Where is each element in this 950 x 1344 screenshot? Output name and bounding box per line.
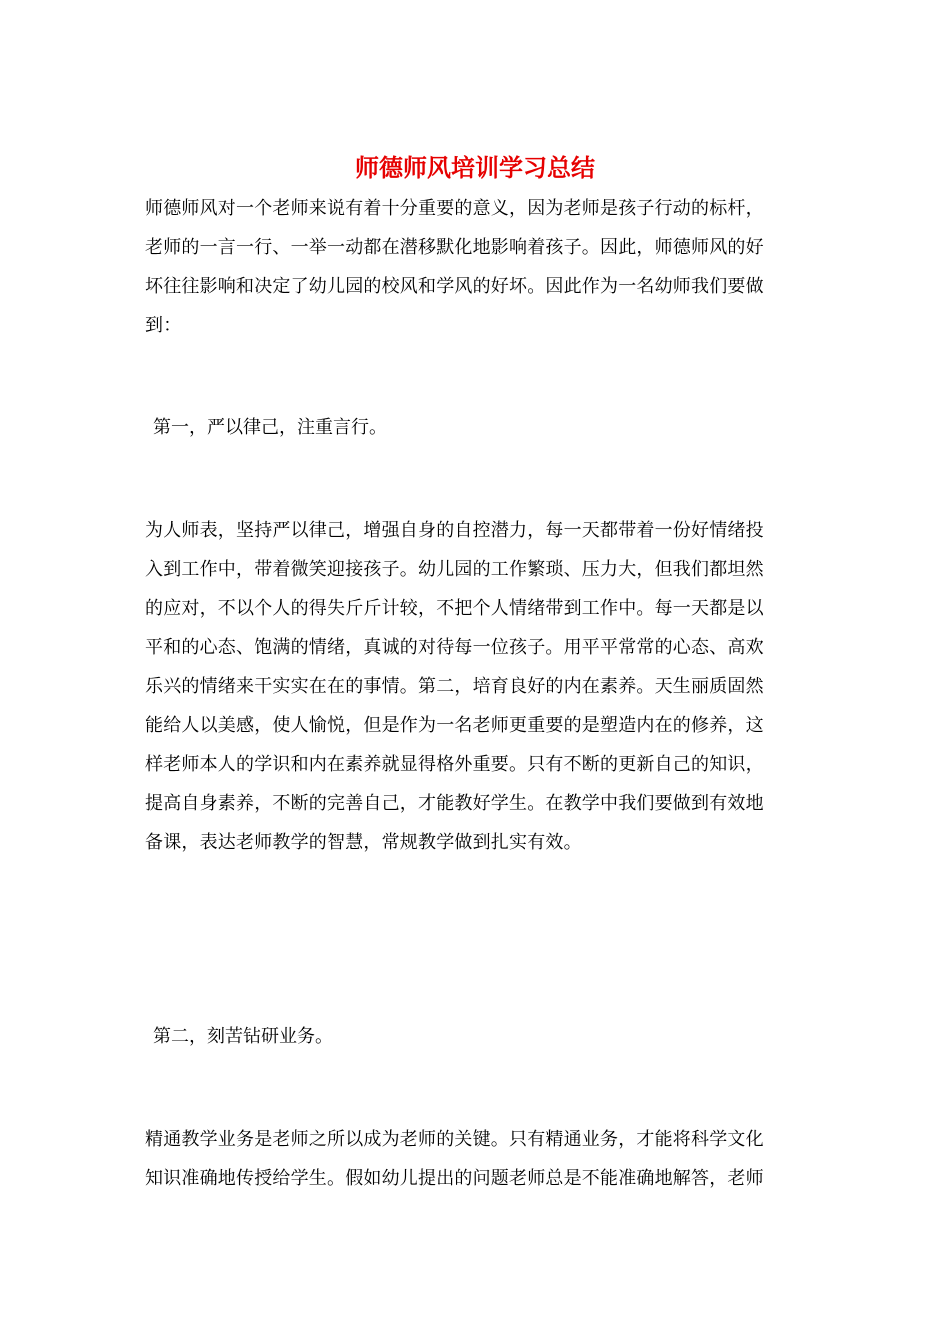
section-heading-2: 第二，刻苦钻研业务。 <box>153 1026 333 1047</box>
paragraph-line: 样老师本人的学识和内在素养就显得格外重要。只有不断的更新自己的知识， <box>145 754 764 775</box>
paragraph-line: 乐兴的情绪来干实实在在的事情。第二，培育良好的内在素养。天生丽质固然 <box>145 676 764 697</box>
paragraph-line: 精通教学业务是老师之所以成为老师的关键。只有精通业务，才能将科学文化 <box>145 1129 764 1150</box>
document-title: 师德师风培训学习总结 <box>355 153 595 182</box>
paragraph-line: 的应对，不以个人的得失斤斤计较，不把个人情绪带到工作中。每一天都是以 <box>145 598 764 619</box>
intro-line: 坏往往影响和决定了幼儿园的校风和学风的好坏。因此作为一名幼师我们要做 <box>145 276 764 297</box>
paragraph-line: 知识准确地传授给学生。假如幼儿提出的问题老师总是不能准确地解答，老师 <box>145 1168 764 1189</box>
paragraph-line: 能给人以美感，使人愉悦，但是作为一名老师更重要的是塑造内在的修养，这 <box>145 715 764 736</box>
paragraph-line: 备课，表达老师教学的智慧，常规教学做到扎实有效。 <box>145 832 582 853</box>
paragraph-line: 平和的心态、饱满的情绪，真诚的对待每一位孩子。用平平常常的心态、高欢 <box>145 637 764 658</box>
intro-line: 老师的一言一行、一举一动都在潜移默化地影响着孩子。因此，师德师风的好 <box>145 237 764 258</box>
paragraph-line: 为人师表，坚持严以律己，增强自身的自控潜力，每一天都带着一份好情绪投 <box>145 520 764 541</box>
section-heading-1: 第一，严以律己，注重言行。 <box>153 417 387 438</box>
intro-line: 到： <box>145 315 182 336</box>
paragraph-line: 提高自身素养，不断的完善自己，才能教好学生。在教学中我们要做到有效地 <box>145 793 764 814</box>
paragraph-line: 入到工作中，带着微笑迎接孩子。幼儿园的工作繁琐、压力大，但我们都坦然 <box>145 559 764 580</box>
intro-line: 师德师风对一个老师来说有着十分重要的意义，因为老师是孩子行动的标杆， <box>145 198 764 219</box>
